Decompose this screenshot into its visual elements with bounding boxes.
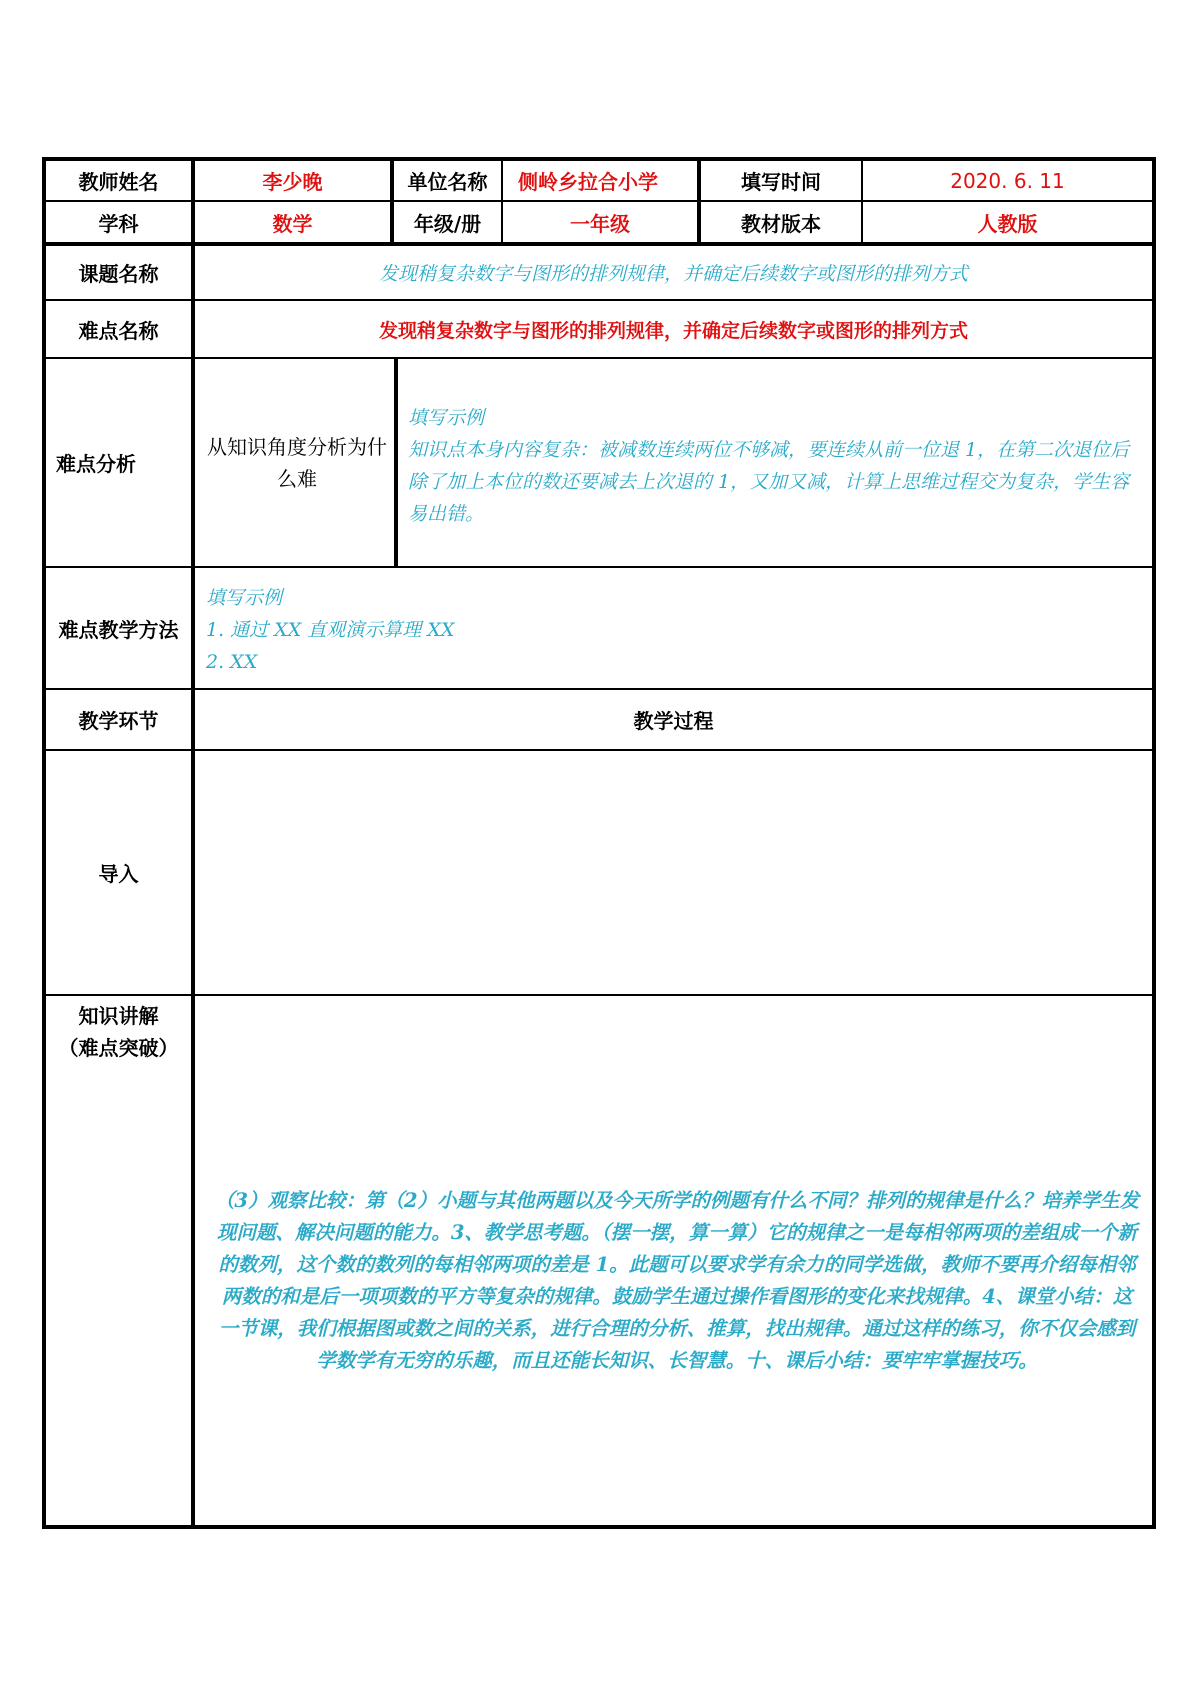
analysis-column-divider: [394, 357, 398, 568]
teaching-stage-header: 教学环节: [78, 709, 159, 733]
row-divider: [42, 994, 1155, 996]
table-bottom-border: [42, 1525, 1155, 1529]
topic-label: 课题名称: [78, 262, 159, 286]
fill-date-label: 填写时间: [741, 170, 821, 194]
unit-name-label: 单位名称: [407, 170, 488, 194]
method-example-title: 填写示例: [206, 587, 283, 609]
teacher-name-label: 教师姓名: [78, 170, 159, 194]
edition-label: 教材版本: [741, 211, 821, 236]
analysis-example: [408, 402, 1148, 530]
method-item: 1. 通过 XX 直观演示算理 XX: [206, 619, 455, 641]
intro-label: 导入: [98, 862, 139, 886]
difficulty-label: 难点名称: [78, 318, 159, 343]
analysis-example-title: 填写示例: [408, 407, 485, 429]
method-label: 难点教学方法: [58, 617, 179, 642]
teaching-process-header: 教学过程: [633, 709, 714, 733]
subject-value: 数学: [272, 211, 313, 236]
method-item: 2. XX: [206, 651, 258, 673]
knowledge-label-line: 知识讲解: [78, 1004, 159, 1028]
knowledge-content: （3）观察比较：第（2）小题与其他两题以及今天所学的例题有什么不同？排列的规律是什么？培养学生发现问题、解决问题的能力。3、教学思考题。（摆一摆，算一算）它的规律之一是每相邻两项的差组成一个新的数列，这个数的数列的每相邻两项的差是 1。此题可以要求学有余力的同学选做，教师不要再介绍每相邻两数的和是后一项项数的平方等复杂的规律。鼓励学生通过操作看图形的变化来找规律。4、课堂小结：这一节课，我们根据图或数之间的关系，进行合理的分析、推算，找出规律。通过这样的练习，你不仅会感到学数学有无穷的乐趣，而且还能长知识、长智慧。十、课后小结：要牢牢掌握技巧。: [214, 1189, 1140, 1372]
grade-label: 年级/册: [413, 211, 482, 236]
row-divider: [42, 566, 1155, 568]
method-example: [206, 582, 1106, 678]
table-right-border: [1152, 157, 1156, 1529]
unit-name-value: 侧岭乡拉合小学: [518, 170, 658, 194]
knowledge-label: [46, 1000, 191, 1064]
analysis-example-text: 知识点本身内容复杂：被减数连续两位不够减，要连续从前一位退 1，在第二次退位后除了加上本位的数还要减去上次退的 1，又加又减，计算上思维过程交为复杂，学生容易出错。: [408, 439, 1130, 525]
intro-content: [195, 751, 1152, 994]
grade-value: 一年级: [570, 211, 630, 236]
analysis-sub-label: 从知识角度分析为什么难: [207, 434, 387, 491]
subject-label: 学科: [98, 211, 139, 236]
teacher-name-value: 李少晚: [262, 170, 323, 194]
fill-date-value: 2020. 6. 11: [950, 168, 1065, 193]
knowledge-label-line: （难点突破）: [58, 1036, 179, 1060]
difficulty-value: 发现稍复杂数字与图形的排列规律，并确定后续数字或图形的排列方式: [378, 319, 968, 342]
topic-value: 发现稍复杂数字与图形的排列规律，并确定后续数字或图形的排列方式: [378, 263, 968, 285]
edition-value: 人教版: [977, 211, 1038, 236]
analysis-label: 难点分析: [56, 452, 136, 476]
